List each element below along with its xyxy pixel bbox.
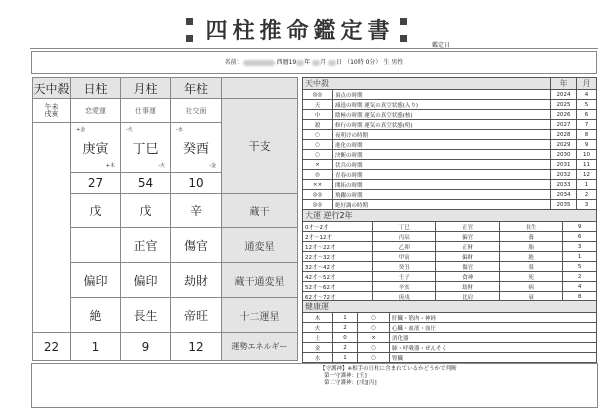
ganshi-value: 癸酉 — [182, 142, 209, 157]
year: 2031 — [551, 160, 577, 170]
label-energy: 運勢エネルギー — [222, 333, 298, 361]
organs: 心臓・血液・血圧 — [390, 323, 597, 333]
energy: 3 — [563, 242, 597, 252]
health-row — [303, 323, 597, 333]
age-range: 42才～52才 — [303, 272, 373, 282]
mark: 中 — [303, 110, 333, 120]
count: 2 — [333, 343, 358, 353]
juniunsei-value: 長生 — [121, 298, 171, 333]
guardian-note: 【守護神】※相手の日柱に含まれているかどうかで判断 — [320, 366, 457, 372]
period-text: 進化の時期 — [333, 140, 551, 150]
divider — [30, 48, 598, 49]
energy-value: 1 — [71, 333, 121, 361]
area: 仕事運 — [121, 99, 171, 123]
zokan-tsuhensei-value: 偏印 — [121, 263, 171, 298]
tenchusatsu-row — [303, 120, 597, 130]
tenchusatsu-row — [303, 180, 597, 190]
header-year-pillar: 年柱 — [171, 78, 222, 99]
age-range: 32才～42才 — [303, 262, 373, 272]
tsuhensei: 偏官 — [436, 232, 499, 242]
zokan-value: 辛 — [171, 194, 222, 228]
pillar-number: 54 — [121, 173, 171, 194]
area: 社交面 — [171, 99, 222, 123]
period-text: 修行の時期 運気の真空状態(明) — [333, 120, 551, 130]
energy-value: 12 — [171, 333, 222, 361]
ganshi: 甲寅 — [373, 252, 436, 262]
health-row — [303, 343, 597, 353]
juniunsei: 絶 — [499, 252, 562, 262]
profile-line — [31, 51, 597, 74]
energy: 4 — [563, 282, 597, 292]
tenchusatsu-row — [303, 190, 597, 200]
mark: ×× — [303, 180, 333, 190]
tenchusatsu-row — [303, 160, 597, 170]
age-range: 2才～12才 — [303, 232, 373, 242]
period-text: 減退の時期 運気の真空状態(入り) — [333, 100, 551, 110]
age-range: 22才～32才 — [303, 252, 373, 262]
stem-element: -水 — [176, 127, 183, 133]
mark: ◎◎ — [303, 200, 333, 210]
taiun-row — [303, 262, 597, 272]
appraisal-date-label: 鑑定日 — [432, 42, 451, 49]
year: 2027 — [551, 120, 577, 130]
juniunsei-value: 絶 — [71, 298, 121, 333]
zokan-value: 戊 — [121, 194, 171, 228]
label-ganshi: 干支 — [222, 99, 298, 194]
era: 西暦19 — [276, 59, 297, 66]
age-range: 0才～2才 — [303, 222, 373, 232]
header-tenchusatsu: 天中殺 — [33, 78, 71, 99]
period-text: 伏兵の時期 — [333, 160, 551, 170]
pillar-number: 10 — [171, 173, 222, 194]
taiun-table — [302, 209, 597, 302]
tenchusatsu-table — [302, 77, 597, 210]
stem-element: -火 — [126, 127, 133, 133]
tenchusatsu-row — [303, 200, 597, 210]
tenchusatsu-row — [303, 130, 597, 140]
element: 土 — [303, 333, 333, 343]
tsuhensei-value — [71, 228, 121, 263]
ganshi-cell — [121, 123, 171, 173]
period-text: 飛躍の時期 — [333, 190, 551, 200]
day-suffix: 日 — [336, 59, 343, 66]
guardian-second: 第二守護神：[戊][丙] — [324, 380, 377, 386]
taiun-header — [303, 210, 597, 222]
mark: 殺 — [303, 120, 333, 130]
organs: 肝臓・筋肉・神経 — [390, 313, 597, 323]
mark: ◎◎ — [303, 190, 333, 200]
month: 8 — [577, 130, 597, 140]
year: 2033 — [551, 180, 577, 190]
period-text: 絶好調の時期 — [333, 200, 551, 210]
month: 7 — [577, 120, 597, 130]
element: 火 — [303, 323, 333, 333]
year: 2024 — [551, 90, 577, 100]
redacted — [312, 60, 320, 66]
juniunsei: 病 — [499, 282, 562, 292]
tenchusatsu-row — [303, 150, 597, 160]
ganshi: 辛亥 — [373, 282, 436, 292]
label-zokan_tsuhensei: 蔵干通変星 — [222, 263, 298, 298]
month: 1 — [577, 180, 597, 190]
period-text: 陰極の時期 運気の真空状態(核) — [333, 110, 551, 120]
ganshi-value: 庚寅 — [82, 142, 109, 157]
year-header: 年 — [551, 78, 577, 90]
stem-element: +金 — [76, 127, 86, 133]
tenchusatsu-value: 午未 戌亥 — [33, 99, 71, 123]
energy-value: 9 — [121, 333, 171, 361]
health-row — [303, 353, 597, 363]
tsuhensei: 比肩 — [436, 292, 499, 302]
year: 2028 — [551, 130, 577, 140]
branch-element: +木 — [105, 163, 115, 169]
header-blank — [222, 78, 298, 99]
juniunsei: 長生 — [499, 222, 562, 232]
birth-time: （10時 0分） — [344, 59, 382, 66]
guardian-first: 第一守護神：[壬] — [324, 373, 367, 379]
redacted — [296, 60, 304, 66]
energy: 6 — [563, 232, 597, 242]
taiun-row — [303, 252, 597, 262]
month-header: 月 — [577, 78, 597, 90]
year: 2034 — [551, 190, 577, 200]
branch-element: -金 — [209, 163, 216, 169]
month: 5 — [577, 100, 597, 110]
year: 2032 — [551, 170, 577, 180]
page-title: 四柱推命鑑定書 — [205, 19, 395, 44]
ganshi: 丁巳 — [373, 222, 436, 232]
label-tsuhensei: 通変星 — [222, 228, 298, 263]
element: 水 — [303, 353, 333, 363]
header-month-pillar: 月柱 — [121, 78, 171, 99]
health-header: 健康運 — [303, 301, 597, 313]
month: 10 — [577, 150, 597, 160]
energy-total: 22 — [33, 333, 71, 361]
month: 6 — [577, 110, 597, 120]
month-suffix: 月 — [320, 59, 327, 66]
organs: 消化器 — [390, 333, 597, 343]
redacted — [328, 60, 336, 66]
mark: ○ — [303, 140, 333, 150]
energy: 5 — [563, 262, 597, 272]
ganshi: 丙辰 — [373, 232, 436, 242]
organs: 肺・呼吸器・ぜんそく — [390, 343, 597, 353]
mark: ○ — [358, 343, 390, 353]
tsuhensei: 傷官 — [436, 262, 499, 272]
mark: ○ — [303, 130, 333, 140]
pillars-table — [32, 77, 298, 361]
ganshi: 癸丑 — [373, 262, 436, 272]
year: 2025 — [551, 100, 577, 110]
count: 1 — [333, 353, 358, 363]
gender: 男性 — [391, 59, 404, 66]
tenchusatsu-row — [303, 90, 597, 100]
ganshi-cell — [171, 123, 222, 173]
period-text: 夜明けの時期 — [333, 130, 551, 140]
tenchusatsu-row — [303, 110, 597, 120]
tsuhensei: 正財 — [436, 242, 499, 252]
energy: 1 — [563, 252, 597, 262]
redacted-name — [243, 60, 275, 66]
taiun-row — [303, 272, 597, 282]
taiun-sub: 逆行2年 — [323, 211, 353, 220]
age-range: 52才～62才 — [303, 282, 373, 292]
mark: ◎ — [303, 170, 333, 180]
tenchusatsu-row — [303, 100, 597, 110]
month: 3 — [577, 200, 597, 210]
pillar-number: 27 — [71, 173, 121, 194]
ganshi: 庚戌 — [373, 292, 436, 302]
juniunsei: 胎 — [499, 242, 562, 252]
mark: ◎◎ — [303, 90, 333, 100]
title-ornament-right — [400, 16, 407, 44]
tsuhensei: 偏財 — [436, 252, 499, 262]
taiun-row — [303, 282, 597, 292]
year: 2035 — [551, 200, 577, 210]
branch-element: -火 — [158, 163, 165, 169]
energy: 2 — [563, 272, 597, 282]
taiun-title: 大運 — [305, 211, 321, 220]
element: 木 — [303, 313, 333, 323]
area: 恋愛運 — [71, 99, 121, 123]
juniunsei: 養 — [499, 232, 562, 242]
count: 2 — [333, 323, 358, 333]
notes-box — [31, 363, 598, 408]
mark: ○ — [358, 323, 390, 333]
month: 4 — [577, 90, 597, 100]
period-text: 決断の時期 — [333, 150, 551, 160]
energy: 8 — [563, 292, 597, 302]
age-range: 62才～72才 — [303, 292, 373, 302]
mark: ○ — [303, 150, 333, 160]
header-day-pillar: 日柱 — [71, 78, 121, 99]
tenchusatsu-row — [303, 140, 597, 150]
month: 9 — [577, 140, 597, 150]
period-text: 青春の時期 — [333, 170, 551, 180]
period-text: 頂点の時期 — [333, 90, 551, 100]
count: 0 — [333, 333, 358, 343]
ganshi: 乙卯 — [373, 242, 436, 252]
zokan-tsuhensei-value: 劫財 — [171, 263, 222, 298]
element: 金 — [303, 343, 333, 353]
mark: × — [358, 333, 390, 343]
zokan-value: 戊 — [71, 194, 121, 228]
month: 12 — [577, 170, 597, 180]
year: 2030 — [551, 150, 577, 160]
label-juniunsei: 十二運星 — [222, 298, 298, 333]
zokan-tsuhensei-value: 偏印 — [71, 263, 121, 298]
born-label: 生 — [383, 59, 390, 66]
count: 1 — [333, 313, 358, 323]
month: 11 — [577, 160, 597, 170]
energy: 9 — [563, 222, 597, 232]
tsuhensei: 正官 — [436, 222, 499, 232]
age-range: 12才～22才 — [303, 242, 373, 252]
label-zokan: 蔵干 — [222, 194, 298, 228]
juniunsei: 墓 — [499, 262, 562, 272]
juniunsei: 衰 — [499, 292, 562, 302]
notes — [320, 366, 457, 387]
taiun-row — [303, 232, 597, 242]
juniunsei-value: 帝旺 — [171, 298, 222, 333]
mark: ○ — [358, 313, 390, 323]
month: 2 — [577, 190, 597, 200]
taiun-row — [303, 242, 597, 252]
taiun-row — [303, 222, 597, 232]
health-table — [302, 300, 597, 363]
tenchusatsu-blank — [33, 123, 71, 333]
year: 2026 — [551, 110, 577, 120]
ganshi: 壬子 — [373, 272, 436, 282]
mark: × — [303, 160, 333, 170]
tenchusatsu-row — [303, 170, 597, 180]
mark: 天 — [303, 100, 333, 110]
tsuhensei-value: 正官 — [121, 228, 171, 263]
tsuhensei: 劫財 — [436, 282, 499, 292]
ganshi-value: 丁巳 — [132, 142, 159, 157]
health-row — [303, 333, 597, 343]
tenchusatsu-header: 天中殺 — [303, 78, 551, 90]
tsuhensei: 食神 — [436, 272, 499, 282]
name-label: 名前： — [224, 59, 243, 66]
year-suffix: 年 — [304, 59, 311, 66]
tsuhensei-value: 傷官 — [171, 228, 222, 263]
year: 2029 — [551, 140, 577, 150]
organs: 腎臓 — [390, 353, 597, 363]
ganshi-cell — [71, 123, 121, 173]
period-text: 開拓の時期 — [333, 180, 551, 190]
juniunsei: 死 — [499, 272, 562, 282]
health-row — [303, 313, 597, 323]
mark: ○ — [358, 353, 390, 363]
